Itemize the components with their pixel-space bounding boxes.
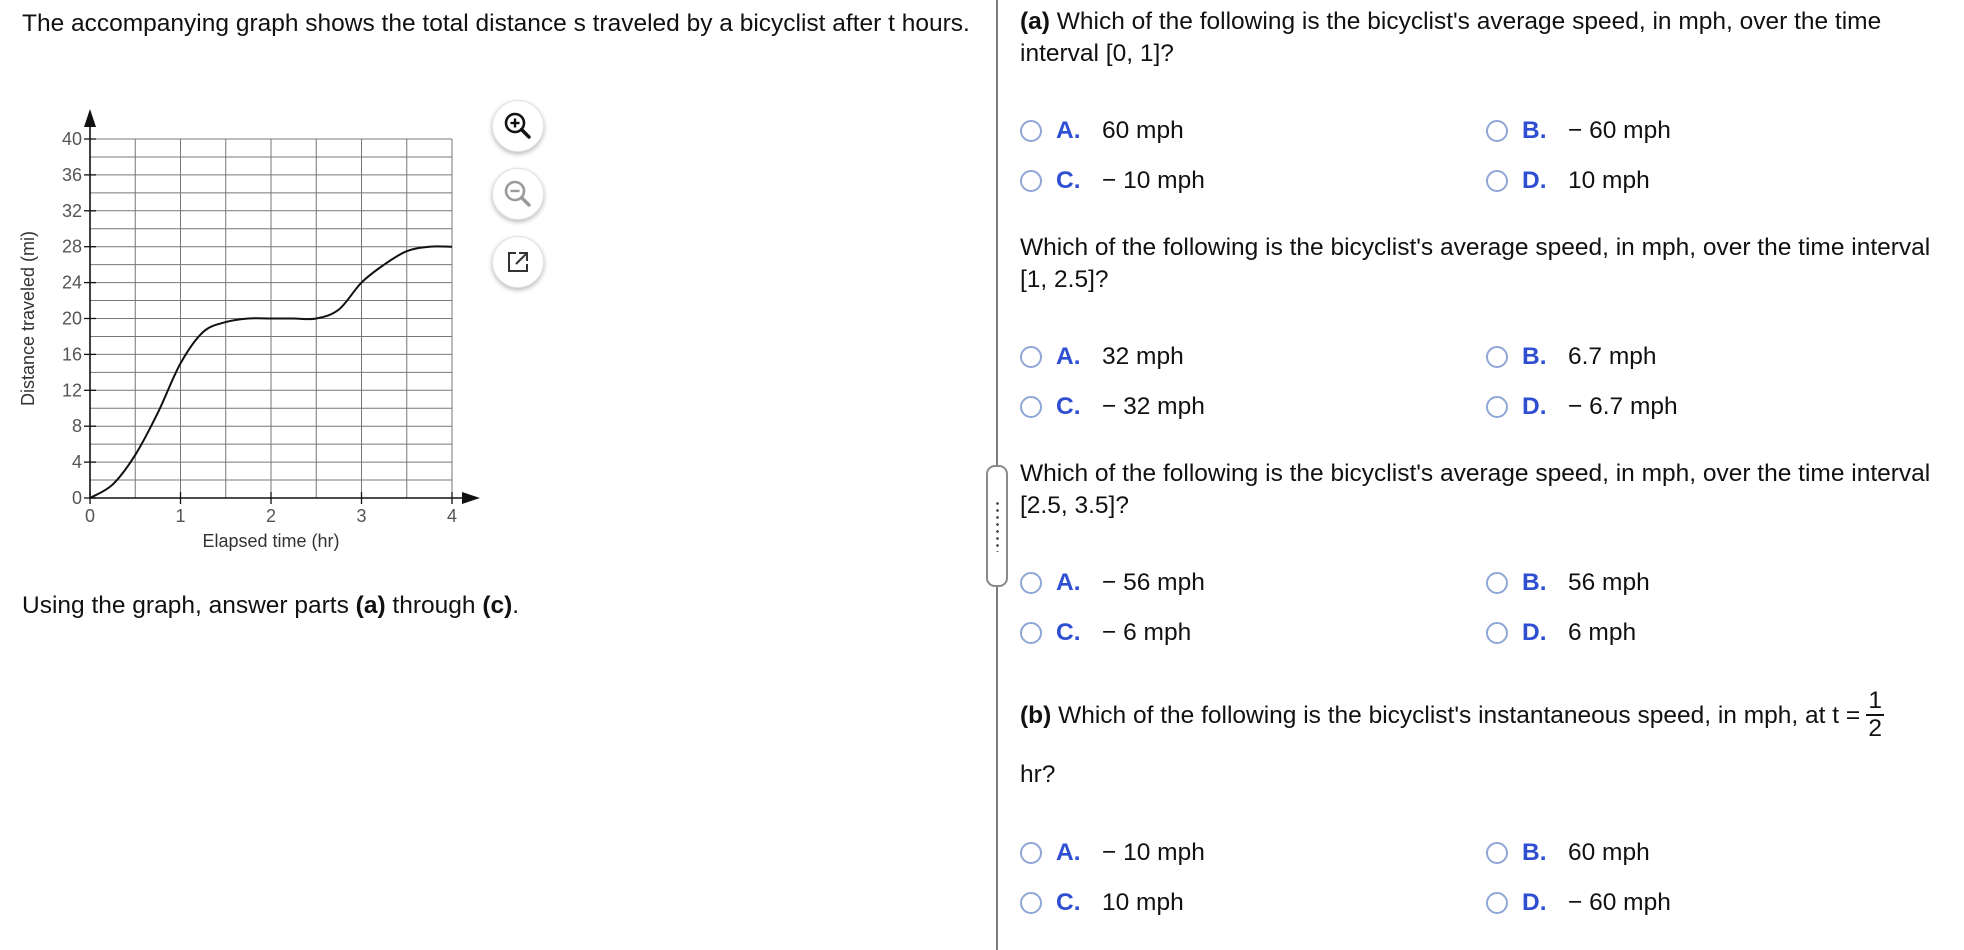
radio-button[interactable] (1020, 622, 1042, 644)
option-text: − 10 mph (1102, 167, 1205, 194)
option-text: 32 mph (1102, 343, 1184, 370)
radio-button[interactable] (1486, 892, 1508, 914)
x-tick-label: 3 (356, 506, 367, 526)
option-d[interactable] (1486, 619, 1636, 647)
followup-text-end: . (512, 592, 520, 619)
y-tick-label: 0 (71, 488, 82, 508)
option-letter: D. (1522, 889, 1547, 916)
question-label: (a) (1020, 8, 1050, 35)
y-tick-label: 4 (71, 452, 82, 473)
y-tick-label: 28 (61, 236, 82, 257)
question-label: (b) (1020, 702, 1052, 729)
option-b[interactable] (1486, 839, 1650, 867)
option-d[interactable] (1486, 889, 1671, 917)
option-text: 6 mph (1568, 619, 1637, 646)
option-letter: C. (1056, 889, 1081, 916)
radio-button[interactable] (1020, 120, 1042, 142)
question-a-2 (1020, 232, 1950, 296)
popout-button[interactable] (492, 236, 544, 288)
radio-button[interactable] (1486, 396, 1508, 418)
option-text: − 6.7 mph (1568, 393, 1678, 420)
x-tick-label: 4 (446, 506, 458, 526)
option-b[interactable] (1486, 343, 1657, 371)
option-letter: A. (1056, 839, 1081, 866)
fraction-denominator: 2 (1868, 715, 1882, 742)
x-tick-label: 2 (265, 506, 277, 526)
y-tick-label: 8 (71, 416, 82, 437)
x-tick-label: 1 (175, 506, 186, 526)
question-b-continued: hr? (1020, 761, 1056, 788)
option-text: − 6 mph (1102, 619, 1192, 646)
radio-button[interactable] (1486, 622, 1508, 644)
option-letter: C. (1056, 393, 1081, 420)
option-letter: D. (1522, 393, 1547, 420)
option-letter: B. (1522, 343, 1547, 370)
option-text: 6.7 mph (1568, 343, 1657, 370)
radio-button[interactable] (1486, 842, 1508, 864)
external-link-icon (504, 248, 532, 276)
followup-text: Using the graph, answer parts (22, 592, 356, 619)
option-letter: C. (1056, 167, 1081, 194)
followup-part-c: (c) (482, 592, 513, 619)
y-tick-label: 24 (61, 272, 82, 293)
option-c[interactable] (1020, 167, 1205, 195)
y-tick-label: 36 (61, 164, 82, 185)
option-letter: B. (1522, 839, 1547, 866)
option-text: 10 mph (1568, 167, 1650, 194)
y-tick-label: 16 (61, 344, 82, 365)
option-text: − 10 mph (1102, 839, 1205, 866)
x-axis-title: Elapsed time (hr) (202, 531, 340, 551)
option-text: − 60 mph (1568, 889, 1671, 916)
question-text: Which of the following is the bicyclist's instantaneous speed, in mph, at t = (1051, 702, 1861, 729)
option-text: 10 mph (1102, 889, 1184, 916)
option-a[interactable] (1020, 839, 1205, 867)
y-axis-arrow (84, 109, 96, 127)
option-text: − 56 mph (1102, 569, 1205, 596)
question-a-3 (1020, 458, 1950, 522)
grip-dots-icon (996, 500, 999, 552)
question-a-1 (1020, 6, 1950, 70)
fraction-one-half (1866, 688, 1884, 742)
option-letter: B. (1522, 569, 1547, 596)
question-text: Which of the following is the bicyclist's average speed, in mph, over the time interval [1, 2.5]? (1020, 234, 1931, 293)
problem-intro: The accompanying graph shows the total distance s traveled by a bicyclist after t hours. (22, 10, 970, 37)
option-c[interactable] (1020, 889, 1184, 917)
option-letter: D. (1522, 619, 1547, 646)
radio-button[interactable] (1020, 396, 1042, 418)
radio-button[interactable] (1020, 170, 1042, 192)
y-tick-label: 12 (61, 380, 82, 401)
radio-button[interactable] (1486, 120, 1508, 142)
option-letter: D. (1522, 167, 1547, 194)
question-text: Which of the following is the bicyclist's average speed, in mph, over the time interval [2.5, 3.5]? (1020, 460, 1931, 519)
option-b[interactable] (1486, 569, 1650, 597)
option-text: − 32 mph (1102, 393, 1205, 420)
zoom-in-button[interactable] (492, 100, 544, 152)
followup-part-a: (a) (355, 592, 386, 619)
y-tick-label: 32 (61, 200, 82, 221)
y-axis-title: Distance traveled (mi) (18, 230, 38, 407)
y-tick-label: 20 (61, 308, 82, 329)
radio-button[interactable] (1020, 842, 1042, 864)
radio-button[interactable] (1486, 572, 1508, 594)
option-a[interactable] (1020, 117, 1184, 145)
option-letter: A. (1056, 343, 1081, 370)
option-d[interactable] (1486, 393, 1678, 421)
option-c[interactable] (1020, 393, 1205, 421)
option-letter: B. (1522, 117, 1547, 144)
radio-button[interactable] (1486, 346, 1508, 368)
followup-instruction (22, 590, 519, 621)
followup-text-mid: through (385, 592, 483, 619)
zoom-out-button[interactable] (492, 168, 544, 220)
option-text: − 60 mph (1568, 117, 1671, 144)
x-axis-arrow (462, 492, 480, 504)
option-a[interactable] (1020, 569, 1205, 597)
option-c[interactable] (1020, 619, 1191, 647)
question-text: Which of the following is the bicyclist's average speed, in mph, over the time interval [0, 1]? (1020, 8, 1882, 67)
radio-button[interactable] (1020, 572, 1042, 594)
zoom-in-icon (502, 110, 534, 142)
radio-button[interactable] (1020, 346, 1042, 368)
fraction-numerator: 1 (1868, 687, 1882, 714)
option-text: 56 mph (1568, 569, 1650, 596)
option-b[interactable] (1486, 117, 1671, 145)
x-tick-label: 0 (84, 506, 96, 526)
radio-button[interactable] (1020, 892, 1042, 914)
zoom-out-icon (502, 178, 534, 210)
option-text: 60 mph (1102, 117, 1184, 144)
y-tick-label: 40 (61, 129, 82, 149)
option-a[interactable] (1020, 343, 1184, 371)
option-text: 60 mph (1568, 839, 1650, 866)
question-b (1020, 688, 1950, 742)
distance-time-graph (14, 96, 494, 566)
option-letter: C. (1056, 619, 1081, 646)
radio-button[interactable] (1486, 170, 1508, 192)
pane-resize-handle[interactable] (986, 465, 1008, 587)
option-d[interactable] (1486, 167, 1650, 195)
option-letter: A. (1056, 569, 1081, 596)
option-letter: A. (1056, 117, 1081, 144)
